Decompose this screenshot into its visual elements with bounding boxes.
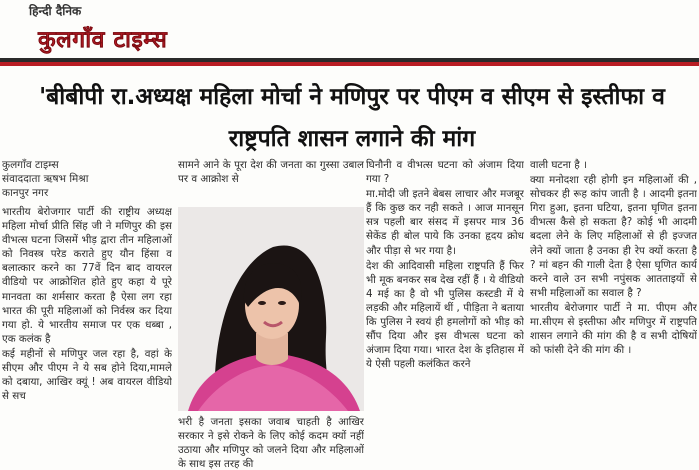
- article-column-3: [366, 158, 524, 470]
- byline-place: कानपुर नगर: [2, 187, 49, 199]
- headline: 'बीबीपी रा.अध्यक्ष महिला मोर्चा ने मणिपुर पर पीएम व सीएम से इस्तीफा व राष्ट्रपति शासन लगाने की मांग: [39, 84, 665, 152]
- paragraph: भरी है जनता इसका जवाब चाहती है आखिर सरकार ने इसे रोकने के लिए कोई कदम क्यों नहीं उठाया और मणिपुर को जलने दिया और महिलाओं के साथ इस तरह की: [178, 416, 364, 470]
- masthead-subtitle: हिन्दी दैनिक: [29, 4, 82, 18]
- byline-paper: कुलगाँव टाइम्स: [2, 159, 59, 171]
- portrait-illustration: [178, 207, 364, 411]
- article-column-2-top: [178, 158, 364, 203]
- byline: [2, 158, 172, 200]
- masthead: [0, 0, 699, 66]
- portrait-photo: [178, 207, 364, 411]
- article-column-1: [2, 205, 172, 470]
- paragraph: वाली घटना है ।: [530, 159, 587, 171]
- paragraph: घिनौनी व वीभत्स घटना को अंजाम दिया गया ?: [366, 159, 524, 186]
- paragraph: भारतीय बेरोजगार पार्टी की राष्ट्रीय अध्यक्ष महिला मोर्चा प्रीति सिंह जी ने मणिपुर की इस वीभत्स घटना जिसमें भीड़ द्वारा तीन महिलाओं को निवस्त्र परेड कराते हुए यौन हिंसा व बलात्कार करने का 77वें दिन बाद वायरल वीडियो पर आक्रोशित होते हुए कहा ये पूरे मानवता का शर्मसार करता है ऐसा लग रहा भारत की पूरी महिलाओं को निर्वस्त्र कर दिया गया हो. ये भारतीय समाज पर एक धब्बा , एक कलंक है: [2, 206, 172, 345]
- paragraph: मा.मोदी जी इतने बेबस लाचार और मजबूर हैं कि कुछ कर नही सकते । आज मानसून सत्र पहली बार संसद में इसपर मात्र 36 सेकेंड ही बोल पाये कि उनका हृदय क्रोध और पीड़ा से भर गया है।: [366, 188, 524, 257]
- paragraph: भारतीय बेरोजगार पार्टी ने मा. पीएम और मा.सीएम से इस्तीफा और मणिपुर में राष्ट्रपति शासन लगाने की मांग की है व सभी दोषियों को फांसी देने की मांग की ।: [530, 301, 697, 357]
- paragraph: कई महीनों से मणिपुर जल रहा है, वहां के सीएम और पीएम ने ये सब होने दिया,मामले को दबाया, आखिर क्यूं ! अब वायरल वीडियो से सच: [2, 347, 172, 403]
- paragraph: क्या मनोदशा रही होगी इन महिलाओं की , सोचकर ही रूह कांप जाती है । आदमी इतना गिरा हुआ, इतना घटिया, इतना घृणित इतना वीभत्स कैसे हो सकता है? कोई भी आदमी बदला लेने के लिए महिलाओं से ही इज्जत लेने क्यों जाता है उनका ही रेप क्यों करता है ? मां बहन की गाली देता है ऐसा घृणित कार्य करने वाले उन सभी नपुंसक आतताइयों से सभी महिलाओं का सवाल है ?: [530, 174, 697, 299]
- paragraph: सामने आने के पूरा देश की जनता का गुस्सा उबाल पर व आक्रोश से: [178, 159, 364, 186]
- masthead-title: कुलगाँव टाइम्स: [38, 27, 168, 53]
- byline-reporter: संवाददाता ऋषभ मिश्रा: [2, 173, 89, 185]
- article-column-2-bottom: [178, 415, 364, 470]
- masthead-rule-red: [0, 62, 699, 66]
- article-column-4: [530, 158, 697, 470]
- paragraph: देश की आदिवासी महिला राष्ट्रपति हैं फिर भी मूक बनकर सब देख रहीं हैं । ये वीडियो 4 मई का है वो भी पुलिस कस्टडी में ये लड़की और महिलायें थीं , पीड़िता ने बताया कि पुलिस ने स्वयं ही हमलोगों को भीड़ को सौंप दिया और इस वीभत्स घटना को अंजाम दिया गया। भारत देश के इतिहास में ये ऐसी पहली कलंकित करने: [366, 259, 524, 371]
